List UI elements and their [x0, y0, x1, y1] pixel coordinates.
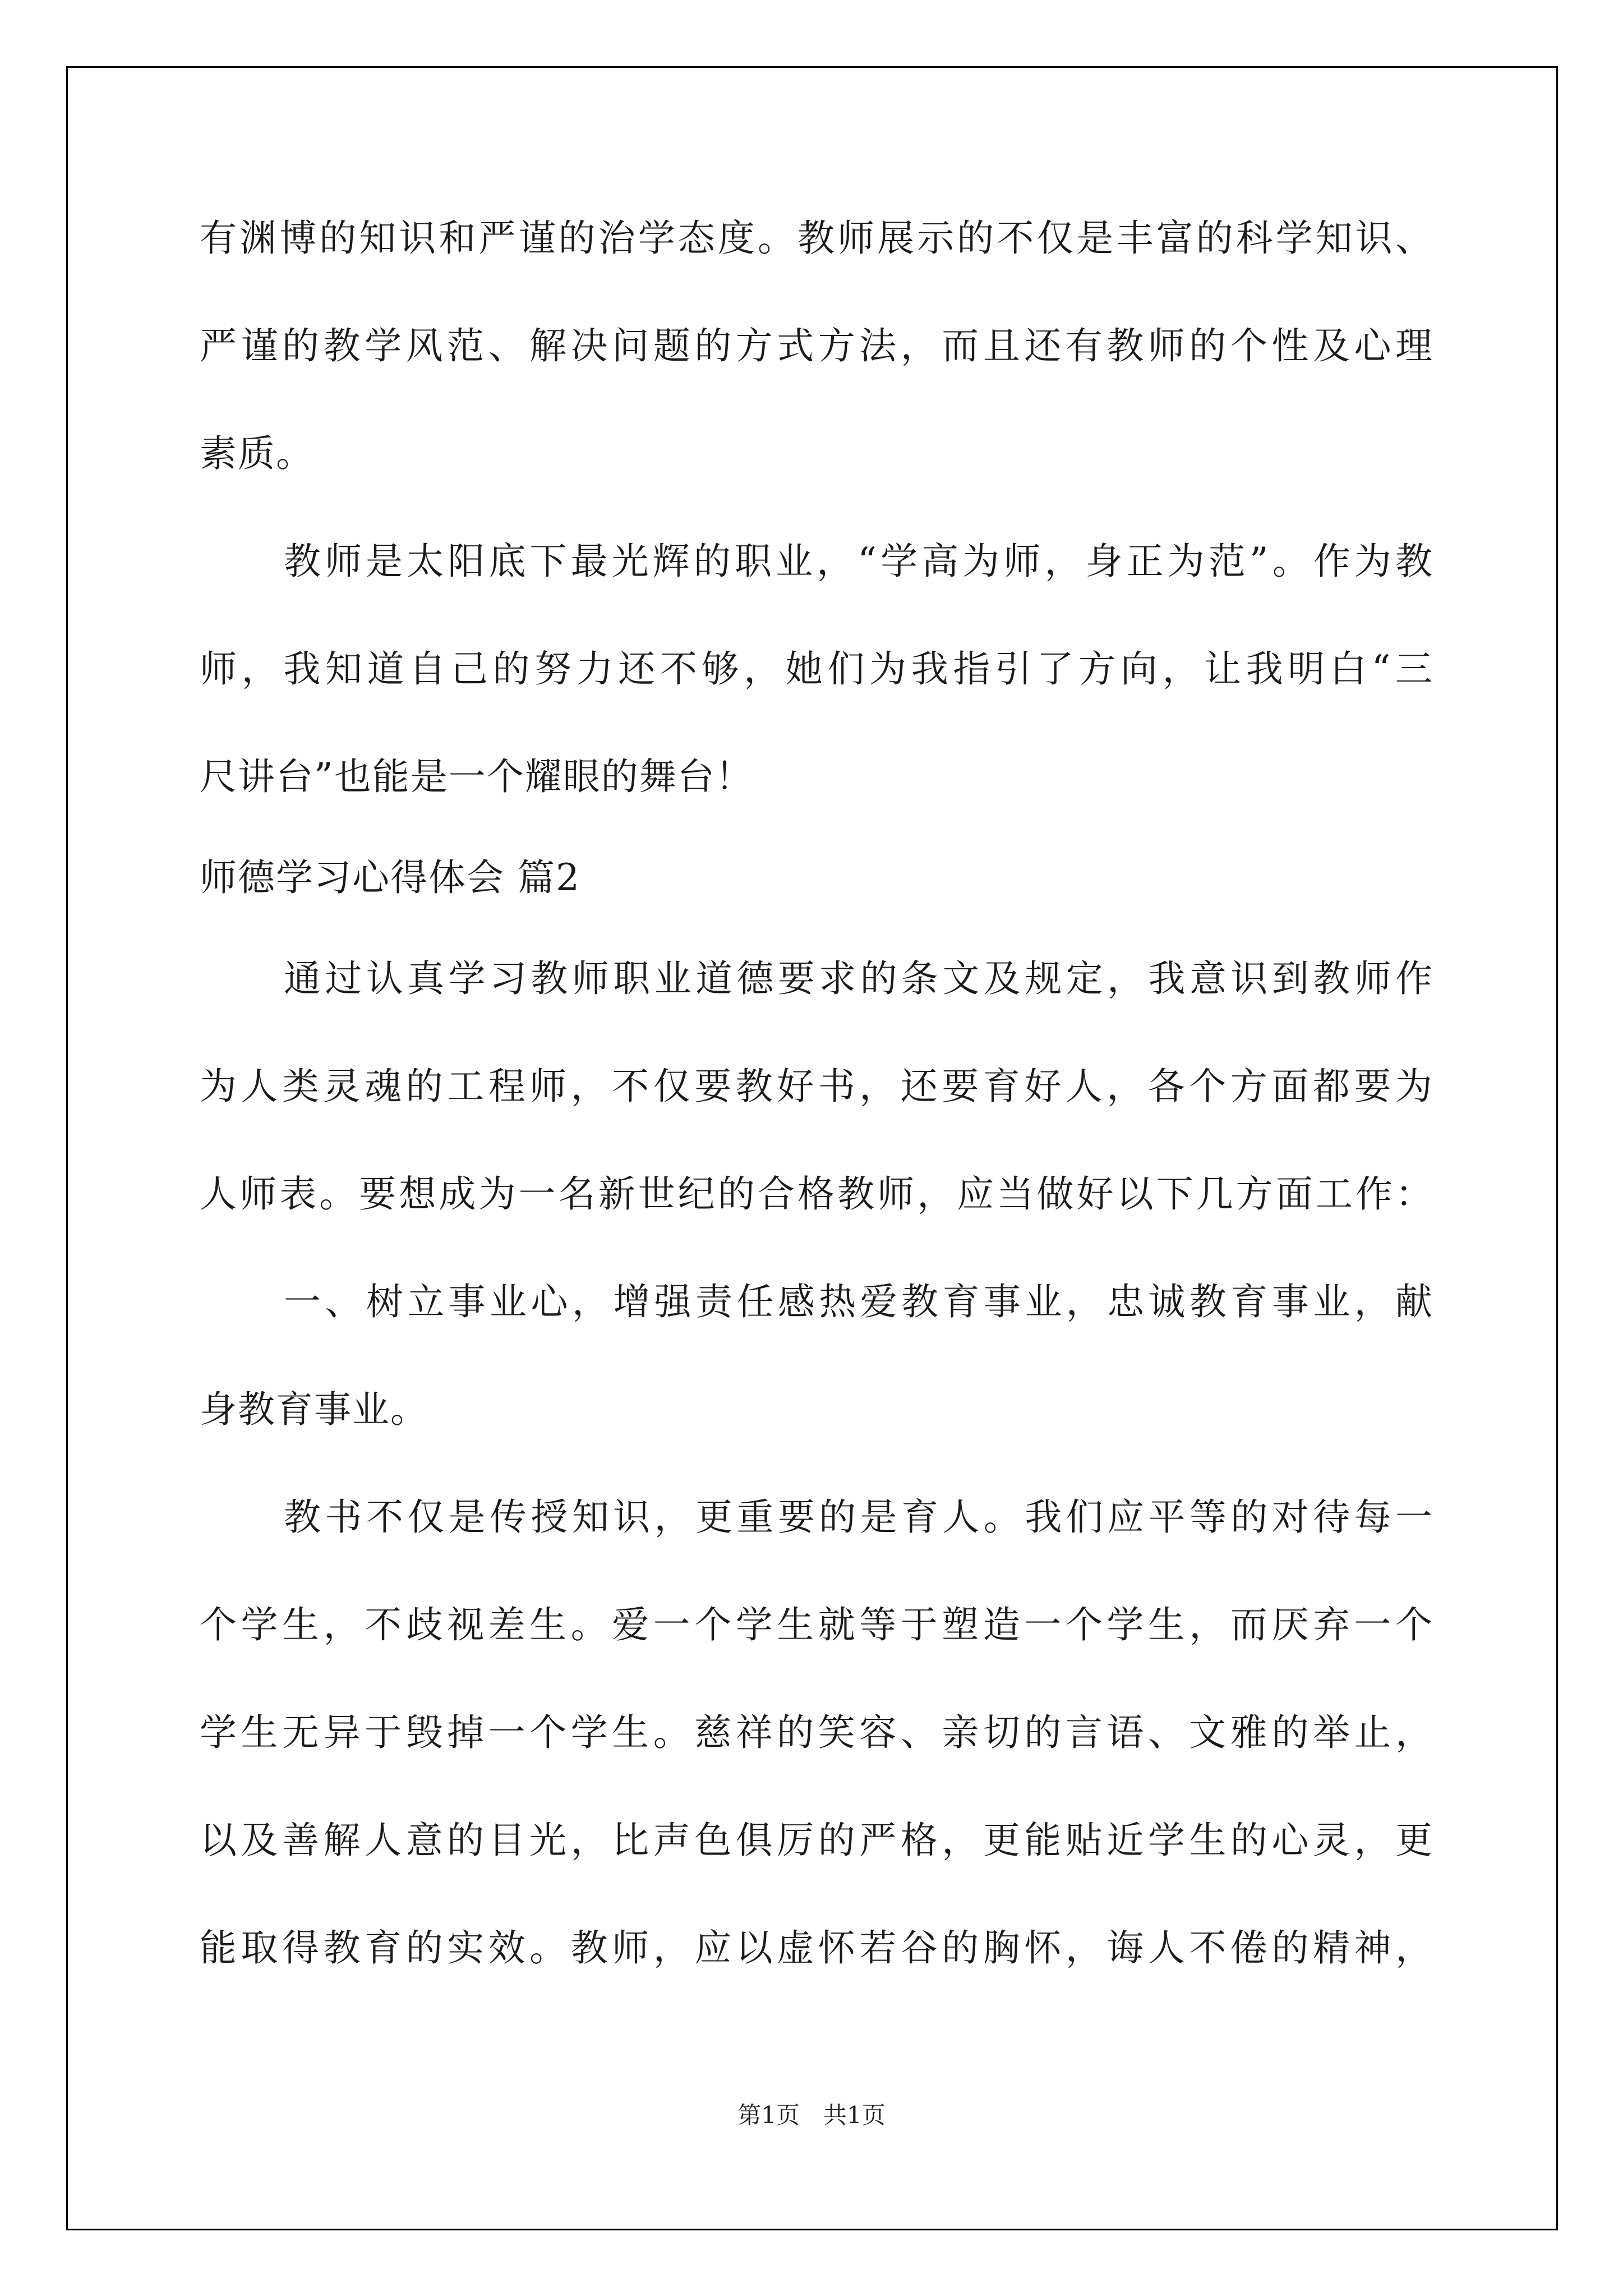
text-line: 有渊博的知识和严谨的治学态度。教师展示的不仅是丰富的科学知识、	[200, 217, 1433, 260]
page-border	[66, 66, 1558, 2230]
section-heading: 师德学习心得体会 篇2	[200, 856, 580, 899]
text-line: 学生无异于毁掉一个学生。慈祥的笑容、亲切的言语、文雅的举止，	[200, 1711, 1433, 1754]
text-line: 师，我知道自己的努力还不够，她们为我指引了方向，让我明白“三	[200, 647, 1433, 691]
page-footer: 第1页 共1页	[737, 2101, 886, 2129]
text-line: 严谨的教学风范、解决问题的方式方法，而且还有教师的个性及心理	[200, 324, 1433, 367]
paragraph-first-line: 一、树立事业心，增强责任感热爱教育事业，忠诚教育事业，献	[284, 1280, 1433, 1323]
text-line: 能取得教育的实效。教师，应以虚怀若谷的胸怀，诲人不倦的精神，	[200, 1926, 1433, 1970]
text-line: 个学生，不歧视差生。爱一个学生就等于塑造一个学生，而厌弃一个	[200, 1603, 1433, 1646]
paragraph-first-line: 教书不仅是传授知识，更重要的是育人。我们应平等的对待每一	[284, 1496, 1433, 1539]
text-line: 人师表。要想成为一名新世纪的合格教师，应当做好以下几方面工作：	[200, 1172, 1433, 1216]
text-line: 为人类灵魂的工程师，不仅要教好书，还要育好人，各个方面都要为	[200, 1065, 1433, 1108]
text-line: 尺讲台”也能是一个耀眼的舞台！	[200, 755, 754, 798]
text-line: 素质。	[200, 432, 314, 475]
text-line: 身教育事业。	[200, 1388, 428, 1431]
paragraph-first-line: 教师是太阳底下最光辉的职业，“学高为师，身正为范”。作为教	[284, 540, 1433, 583]
text-line: 以及善解人意的目光，比声色俱厉的严格，更能贴近学生的心灵，更	[200, 1819, 1433, 1862]
paragraph-first-line: 通过认真学习教师职业道德要求的条文及规定，我意识到教师作	[284, 957, 1433, 1000]
